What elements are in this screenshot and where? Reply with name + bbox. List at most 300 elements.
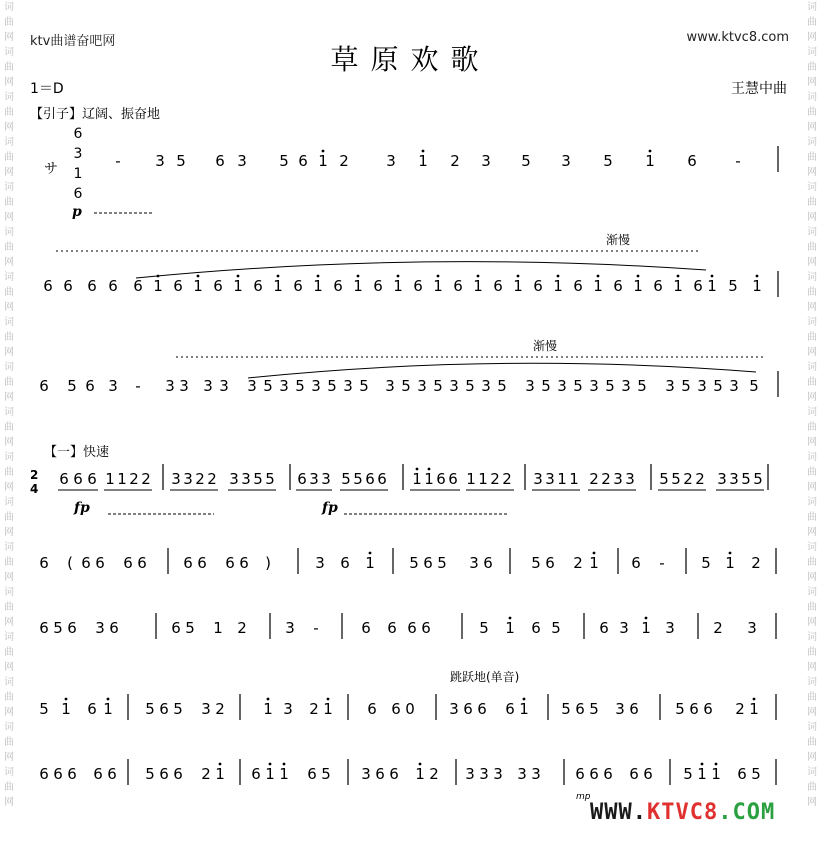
dynamic-fp-1: fp xyxy=(74,500,90,516)
note: 5 xyxy=(479,619,489,637)
slur-2 xyxy=(248,363,756,378)
note: 3 xyxy=(613,470,623,488)
note: 1 xyxy=(752,277,762,295)
note: 6 xyxy=(389,765,399,783)
note: 2 xyxy=(573,554,583,572)
note: 3 xyxy=(285,619,295,637)
side-watermark-char: 词 xyxy=(807,272,817,283)
note: 6 xyxy=(298,152,308,170)
side-watermark-char: 曲 xyxy=(4,602,14,613)
side-watermark-char: 网 xyxy=(4,122,14,133)
note: 6 xyxy=(377,470,387,488)
note: 5 xyxy=(541,377,551,395)
side-watermark-char: 词 xyxy=(807,47,817,58)
note: - xyxy=(313,619,319,637)
octave-dot-high xyxy=(157,275,160,278)
note: 1 xyxy=(707,277,717,295)
note: 3 xyxy=(449,700,459,718)
side-watermark-char: 网 xyxy=(807,752,817,763)
note: 6 xyxy=(737,765,747,783)
note: 6 xyxy=(67,619,77,637)
side-watermark-char: 词 xyxy=(4,632,14,643)
side-watermark-char: 词 xyxy=(807,722,817,733)
side-watermark-char: 词 xyxy=(807,2,817,13)
note: 2 xyxy=(215,700,225,718)
note: 5 xyxy=(401,377,411,395)
octave-dot-high xyxy=(597,275,600,278)
note: 6 xyxy=(215,152,225,170)
side-watermark-char: 曲 xyxy=(807,17,817,28)
note: 6 xyxy=(59,470,69,488)
side-watermark-char: 网 xyxy=(4,77,14,88)
note: 6 xyxy=(391,700,401,718)
side-watermark-char: 网 xyxy=(4,662,14,673)
side-watermark-char: 曲 xyxy=(807,107,817,118)
note: 3 xyxy=(665,377,675,395)
note: 6 xyxy=(63,277,73,295)
note: 1 xyxy=(418,152,428,170)
note: - xyxy=(135,377,141,395)
side-watermark-char: 网 xyxy=(4,527,14,538)
note: 1 xyxy=(415,765,425,783)
note: 3 xyxy=(315,554,325,572)
note: 1 xyxy=(412,470,422,488)
note: 5 xyxy=(589,700,599,718)
note: 6 xyxy=(39,765,49,783)
note: 6 xyxy=(293,277,303,295)
side-watermark-char: 网 xyxy=(4,302,14,313)
octave-dot-high xyxy=(701,763,704,766)
octave-dot-high xyxy=(523,698,526,701)
note: 5 xyxy=(145,765,155,783)
note: 1 xyxy=(153,277,163,295)
side-watermark-char: 网 xyxy=(4,212,14,223)
note: 5 xyxy=(573,377,583,395)
note: 3 xyxy=(229,470,239,488)
note: 6 xyxy=(575,700,585,718)
side-watermark-char: 词 xyxy=(4,47,14,58)
side-watermark-char: 词 xyxy=(4,362,14,373)
side-watermark-char: 词 xyxy=(807,92,817,103)
note: 6 xyxy=(213,277,223,295)
note: 5 xyxy=(295,377,305,395)
note: 6 xyxy=(413,277,423,295)
octave-dot-high xyxy=(677,275,680,278)
octave-dot-high xyxy=(219,763,222,766)
side-watermark-char: 曲 xyxy=(807,512,817,523)
note: 3 xyxy=(589,377,599,395)
note: 6 xyxy=(493,277,503,295)
tempo-slow-2: 渐慢 xyxy=(533,339,558,353)
note: 5 xyxy=(39,700,49,718)
octave-dot-high xyxy=(711,275,714,278)
note: 6 xyxy=(107,765,117,783)
note: 1 xyxy=(353,277,363,295)
note: 3 xyxy=(201,700,211,718)
octave-dot-high xyxy=(65,698,68,701)
side-watermark-char: 曲 xyxy=(807,737,817,748)
note: 2 xyxy=(201,765,211,783)
note: 3 xyxy=(533,470,543,488)
note: 1 xyxy=(318,152,328,170)
chord-note: 3 xyxy=(73,146,83,162)
side-watermark-char: 词 xyxy=(4,587,14,598)
octave-dot-high xyxy=(557,275,560,278)
note: 2 xyxy=(695,470,705,488)
section-one-label: 【一】快速 xyxy=(44,445,110,460)
note: 5 xyxy=(321,765,331,783)
note: 3 xyxy=(321,470,331,488)
note: 6 xyxy=(545,554,555,572)
side-watermark-char: 词 xyxy=(4,497,14,508)
side-watermark-char: 词 xyxy=(4,767,14,778)
octave-dot-high xyxy=(593,552,596,555)
note: 6 xyxy=(87,277,97,295)
note: 1 xyxy=(393,277,403,295)
octave-dot-high xyxy=(277,275,280,278)
octave-dot-high xyxy=(322,150,325,153)
octave-dot-high xyxy=(649,150,652,153)
octave-dot-high xyxy=(419,763,422,766)
note: 6 xyxy=(197,554,207,572)
note: 1 xyxy=(103,700,113,718)
note: 1 xyxy=(117,470,127,488)
side-watermark-char: 曲 xyxy=(807,287,817,298)
octave-dot-high xyxy=(637,275,640,278)
note: 3 xyxy=(283,700,293,718)
note: ) xyxy=(265,554,271,572)
note: 3 xyxy=(241,470,251,488)
note: 3 xyxy=(385,377,395,395)
note: 5 xyxy=(713,377,723,395)
side-watermark-char: 网 xyxy=(807,32,817,43)
side-watermark-char: 曲 xyxy=(4,242,14,253)
note: 6 xyxy=(463,700,473,718)
chord-note: 6 xyxy=(73,186,83,202)
note: 2 xyxy=(339,152,349,170)
side-watermark-char: 曲 xyxy=(4,377,14,388)
note: 5 xyxy=(433,377,443,395)
side-watermark-char: 网 xyxy=(807,437,817,448)
note: 6 xyxy=(67,765,77,783)
note: 3 xyxy=(481,152,491,170)
note: 6 xyxy=(375,765,385,783)
note: 6 xyxy=(421,619,431,637)
note: 3 xyxy=(469,554,479,572)
side-watermark-char: 词 xyxy=(807,767,817,778)
note: 3 xyxy=(517,765,527,783)
side-watermark-char: 曲 xyxy=(807,332,817,343)
note: 6 xyxy=(603,765,613,783)
note: 2 xyxy=(450,152,460,170)
note: 6 xyxy=(173,277,183,295)
side-watermark-char: 网 xyxy=(807,122,817,133)
note: 3 xyxy=(493,765,503,783)
side-watermark-char: 词 xyxy=(4,677,14,688)
note: 1 xyxy=(273,277,283,295)
side-watermark-char: 曲 xyxy=(807,602,817,613)
side-watermark-char: 网 xyxy=(807,302,817,313)
note: 1 xyxy=(466,470,476,488)
note: 5 xyxy=(659,470,669,488)
watermark-part-2: KTVC8 xyxy=(646,800,719,825)
note: 5 xyxy=(341,470,351,488)
side-watermark-char: 网 xyxy=(4,32,14,43)
note: 2 xyxy=(589,470,599,488)
note: 6 xyxy=(589,765,599,783)
octave-dot-high xyxy=(269,763,272,766)
side-watermark-char: 曲 xyxy=(4,467,14,478)
note: 6 xyxy=(575,765,585,783)
side-watermark-char: 网 xyxy=(807,797,817,808)
note: 6 xyxy=(123,554,133,572)
note: 3 xyxy=(621,377,631,395)
site-url-right: www.ktvc8.com xyxy=(686,30,789,45)
note: 3 xyxy=(481,377,491,395)
note: 5 xyxy=(671,470,681,488)
note: 3 xyxy=(729,470,739,488)
note: 2 xyxy=(601,470,611,488)
octave-dot-high xyxy=(283,763,286,766)
side-watermark-char: 曲 xyxy=(807,197,817,208)
note: - xyxy=(659,554,665,572)
side-watermark-char: 曲 xyxy=(807,782,817,793)
side-watermark-char: 网 xyxy=(807,527,817,538)
note: 1 xyxy=(193,277,203,295)
note: 6 xyxy=(183,554,193,572)
note: 6 xyxy=(643,765,653,783)
note: 6 xyxy=(599,619,609,637)
side-watermark-char: 词 xyxy=(807,632,817,643)
note: 6 xyxy=(87,700,97,718)
note: - xyxy=(735,152,741,170)
side-watermark-char: 网 xyxy=(807,392,817,403)
note: 5 xyxy=(683,765,693,783)
note: 1 xyxy=(233,277,243,295)
note: 3 xyxy=(247,377,257,395)
note: 1 xyxy=(633,277,643,295)
note: 5 xyxy=(701,554,711,572)
octave-dot-high xyxy=(753,698,756,701)
side-watermark-char: 词 xyxy=(807,587,817,598)
note: 6 xyxy=(297,470,307,488)
note: 1 xyxy=(478,470,488,488)
note: 2 xyxy=(207,470,217,488)
side-watermark-char: 词 xyxy=(4,182,14,193)
site-name-left: ktv曲谱奋吧网 xyxy=(30,34,116,49)
note: 2 xyxy=(141,470,151,488)
dynamic-fp-2: fp xyxy=(322,500,338,516)
side-watermark-char: 词 xyxy=(4,92,14,103)
note: 3 xyxy=(219,377,229,395)
note: 2 xyxy=(713,619,723,637)
note: 6 xyxy=(693,277,703,295)
note: 1 xyxy=(645,152,655,170)
note: 6 xyxy=(448,470,458,488)
side-watermark-char: 曲 xyxy=(4,512,14,523)
note: 5 xyxy=(531,554,541,572)
side-watermark-char: 网 xyxy=(807,167,817,178)
note: 5 xyxy=(637,377,647,395)
note: 6 xyxy=(93,765,103,783)
side-watermark-char: 网 xyxy=(807,707,817,718)
note: 5 xyxy=(741,470,751,488)
note: 5 xyxy=(753,470,763,488)
note: 6 xyxy=(159,700,169,718)
note: 3 xyxy=(237,152,247,170)
note: 3 xyxy=(95,619,105,637)
side-watermark-char: 词 xyxy=(807,227,817,238)
side-watermark-char: 词 xyxy=(4,227,14,238)
note: 5 xyxy=(265,470,275,488)
note: 5 xyxy=(173,700,183,718)
side-watermark-char: 网 xyxy=(4,392,14,403)
note: 3 xyxy=(386,152,396,170)
octave-dot-high xyxy=(357,275,360,278)
octave-dot-high xyxy=(327,698,330,701)
side-watermark-char: 曲 xyxy=(807,557,817,568)
note: 3 xyxy=(717,470,727,488)
side-watermark-char: 网 xyxy=(4,572,14,583)
note: 6 xyxy=(39,554,49,572)
section-intro-label: 【引子】辽阔、振奋地 xyxy=(30,107,161,122)
side-watermark-char: 网 xyxy=(4,797,14,808)
note: 6 xyxy=(361,619,371,637)
note: 6 xyxy=(333,277,343,295)
note: 6 xyxy=(687,152,697,170)
note: 6 xyxy=(253,277,263,295)
side-watermark-char: 网 xyxy=(4,257,14,268)
note: 5 xyxy=(728,277,738,295)
note: 6 xyxy=(373,277,383,295)
note: 5 xyxy=(561,700,571,718)
side-watermark-char: 词 xyxy=(4,542,14,553)
note: 6 xyxy=(159,765,169,783)
note: 6 xyxy=(573,277,583,295)
note: 5 xyxy=(497,377,507,395)
side-watermark-char: 曲 xyxy=(4,647,14,658)
note: 1 xyxy=(749,700,759,718)
note: 5 xyxy=(353,470,363,488)
note: 6 xyxy=(171,619,181,637)
note: 6 xyxy=(137,554,147,572)
octave-dot-high xyxy=(645,617,648,620)
note: 6 xyxy=(653,277,663,295)
side-watermark-char: 词 xyxy=(4,317,14,328)
side-watermark-char: 曲 xyxy=(4,782,14,793)
time-signature-bottom: 4 xyxy=(30,482,39,496)
side-watermark-char: 曲 xyxy=(4,737,14,748)
note: 6 xyxy=(613,277,623,295)
note: 3 xyxy=(155,152,165,170)
note: 1 xyxy=(593,277,603,295)
time-signature-top: 2 xyxy=(30,468,39,482)
note: 6 xyxy=(340,554,350,572)
note: 3 xyxy=(311,377,321,395)
note: 6 xyxy=(53,765,63,783)
note: 6 xyxy=(407,619,417,637)
note: 3 xyxy=(531,765,541,783)
note: 1 xyxy=(557,470,567,488)
side-watermark-char: 曲 xyxy=(807,62,817,73)
octave-dot-high xyxy=(437,275,440,278)
side-watermark-char: 网 xyxy=(4,707,14,718)
note: ( xyxy=(67,554,73,572)
octave-dot-high xyxy=(422,150,425,153)
note: 1 xyxy=(473,277,483,295)
note: 3 xyxy=(557,377,567,395)
note: 5 xyxy=(751,765,761,783)
note: 1 xyxy=(711,765,721,783)
note: 6 xyxy=(483,554,493,572)
note: 3 xyxy=(465,765,475,783)
note: 6 xyxy=(109,619,119,637)
side-watermark-char: 曲 xyxy=(4,557,14,568)
side-watermark-char: 词 xyxy=(807,497,817,508)
note: 6 xyxy=(73,470,83,488)
side-watermark-char: 词 xyxy=(807,452,817,463)
note: 6 xyxy=(453,277,463,295)
side-watermark-char: 曲 xyxy=(4,332,14,343)
side-watermark-char: 网 xyxy=(807,617,817,628)
note: 3 xyxy=(625,470,635,488)
note: 5 xyxy=(327,377,337,395)
side-watermark-char: 曲 xyxy=(4,422,14,433)
note: 3 xyxy=(203,377,213,395)
note: 1 xyxy=(424,470,434,488)
note: 6 xyxy=(225,554,235,572)
octave-dot-high xyxy=(509,617,512,620)
note: 6 xyxy=(387,619,397,637)
side-watermark-char: 网 xyxy=(4,482,14,493)
side-watermark-char: 曲 xyxy=(807,647,817,658)
side-watermark-char: 曲 xyxy=(4,107,14,118)
note: 6 xyxy=(423,554,433,572)
note: 6 xyxy=(629,765,639,783)
side-watermark-char: 曲 xyxy=(807,467,817,478)
note: 6 xyxy=(531,619,541,637)
note: 1 xyxy=(569,470,579,488)
side-watermark-char: 网 xyxy=(807,347,817,358)
note: 1 xyxy=(513,277,523,295)
octave-dot-high xyxy=(428,468,431,471)
note: 5 xyxy=(53,619,63,637)
note: 2 xyxy=(195,470,205,488)
side-watermark-char: 曲 xyxy=(4,692,14,703)
note: 2 xyxy=(735,700,745,718)
note: 2 xyxy=(683,470,693,488)
note: 6 xyxy=(365,470,375,488)
side-watermark-char: 词 xyxy=(807,362,817,373)
note: 1 xyxy=(105,470,115,488)
note: 3 xyxy=(279,377,289,395)
side-watermark-char: 曲 xyxy=(4,62,14,73)
tempo-slow-1: 渐慢 xyxy=(606,233,631,247)
chord-note: 1 xyxy=(73,166,83,182)
slur-1 xyxy=(136,262,706,278)
octave-dot-high xyxy=(477,275,480,278)
note: 1 xyxy=(673,277,683,295)
note: 3 xyxy=(525,377,535,395)
note: 6 xyxy=(367,700,377,718)
watermark-part-3: .COM xyxy=(718,800,776,825)
note: 2 xyxy=(237,619,247,637)
bottom-watermark xyxy=(590,800,775,825)
side-watermark-char: 曲 xyxy=(4,197,14,208)
octave-dot-high xyxy=(517,275,520,278)
note: 6 xyxy=(39,619,49,637)
side-watermark-char: 曲 xyxy=(4,17,14,28)
